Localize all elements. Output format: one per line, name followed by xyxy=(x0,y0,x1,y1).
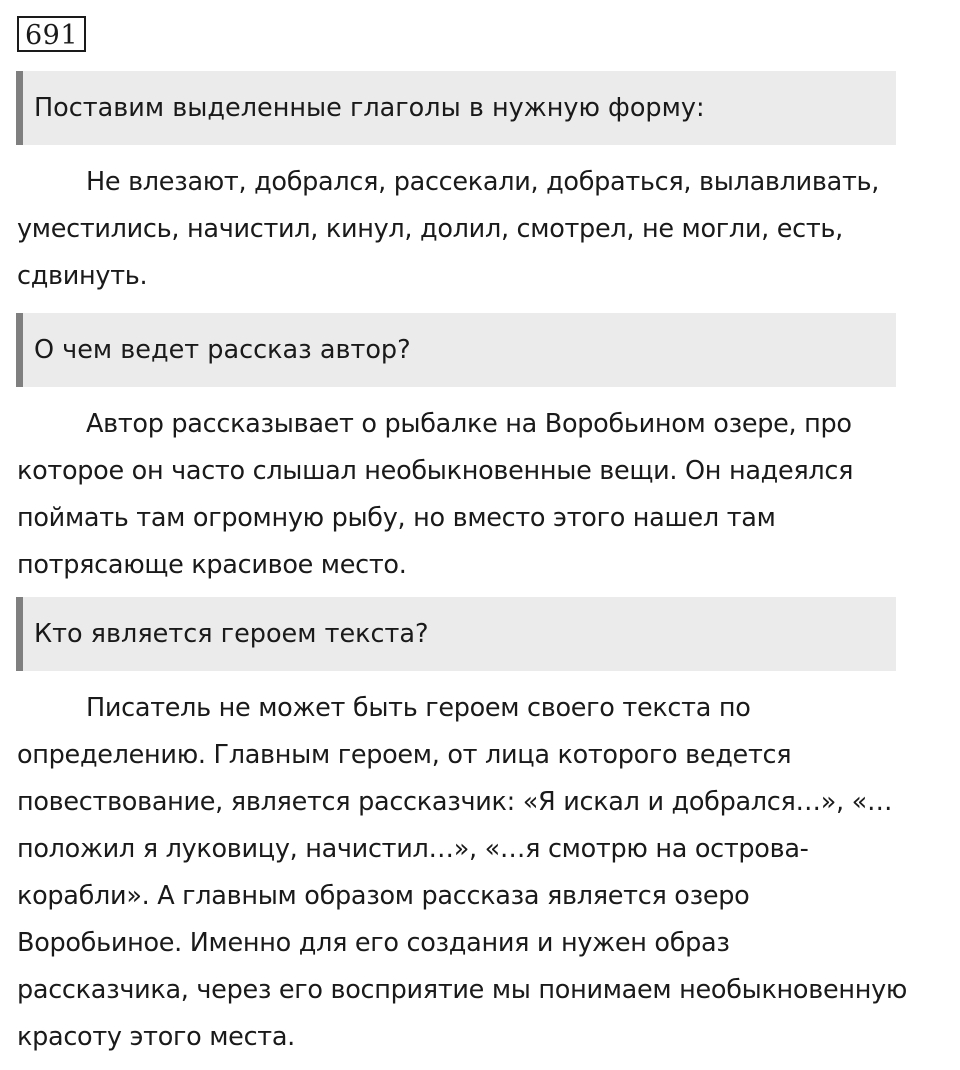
answer-paragraph-2: Автор рассказывает о рыбалке на Воробьином озере, про которое он часто слышал необыкновенные вещи. Он надеялся поймать там огромную рыбу, но вместо этого нашел там потрясающе красивое место. xyxy=(17,409,854,580)
answer-paragraph-1: Не влезают, добрался, рассекали, добраться, вылавливать, уместились, начистил, кинул, долил, смотрел, не могли, есть, сдвинуть. xyxy=(17,167,880,291)
question-heading-1: Поставим выделенные глаголы в нужную форму: xyxy=(16,71,896,145)
task-number: 691 xyxy=(17,16,86,52)
question-heading-3: Кто является героем текста? xyxy=(16,597,896,671)
question-heading-2: О чем ведет рассказ автор? xyxy=(16,313,896,387)
answer-paragraph-3: Писатель не может быть героем своего текста по определению. Главным героем, от лица которого ведется повествование, является рассказчик: «Я искал и добрался…», «…положил я луковицу, начистил…», «…я смотрю на острова-корабли». А главным образом рассказа является озеро Воробьиное. Именно для его создания и нужен образ рассказчика, через его восприятие мы понимаем необыкновенную красоту этого места. xyxy=(17,693,908,1052)
